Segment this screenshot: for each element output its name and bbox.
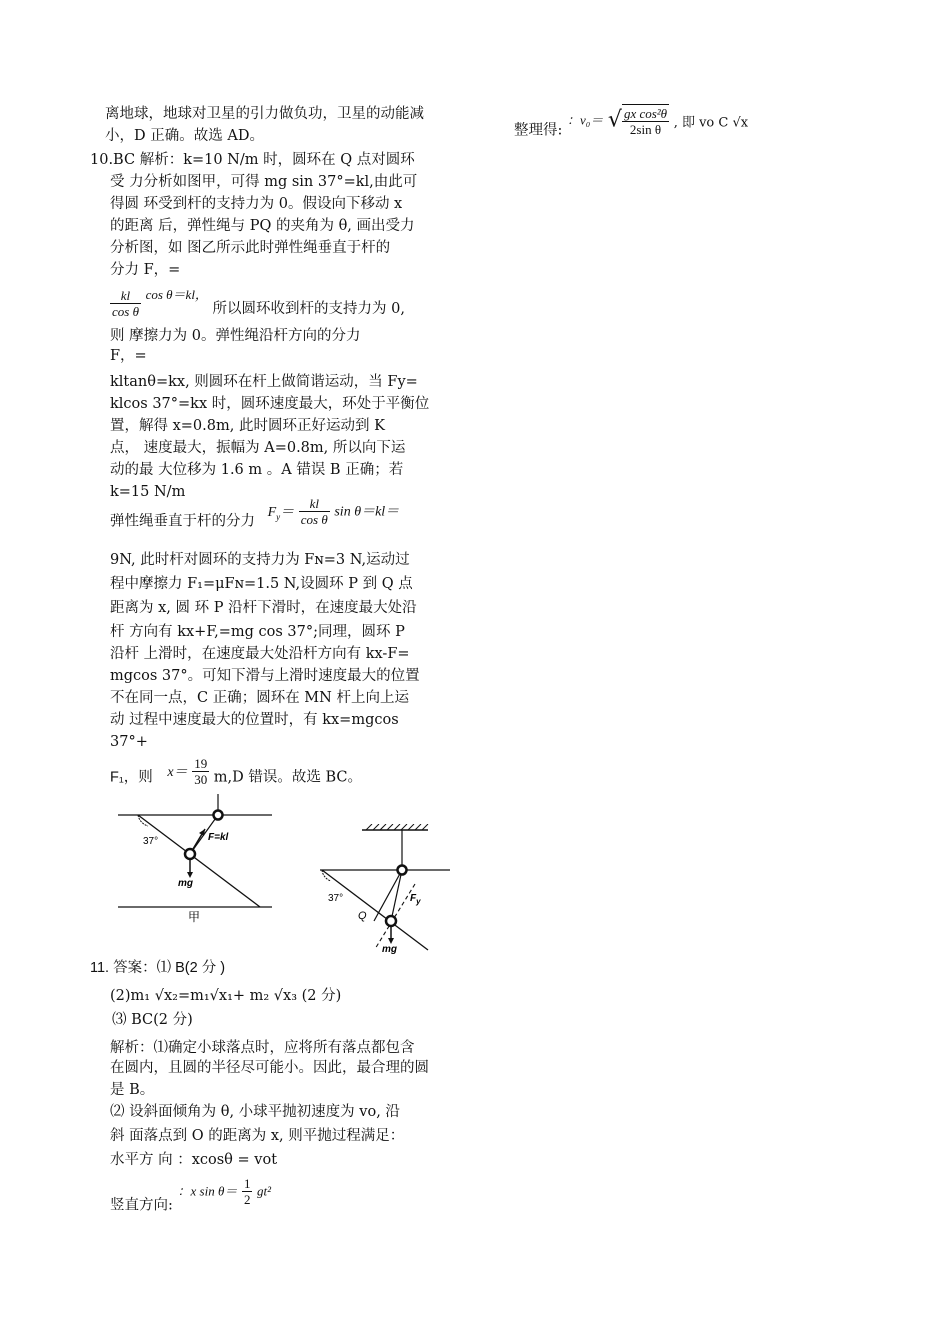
gravity-label: mg	[382, 944, 397, 955]
text-line: 不在同一点，C 正确；圆环在 MN 杆上向上运	[110, 690, 409, 706]
gravity-label: mg	[178, 878, 193, 889]
text-line: 小，D 正确。故选 AD。	[105, 128, 264, 144]
figure-caption: 甲	[188, 910, 201, 924]
text-line: 得圆 环受到杆的支持力为 0。假设向下移动 x	[110, 196, 403, 212]
angle-label: 37°	[328, 893, 344, 904]
text-line: 分析图，如 图乙所示此时弹性绳垂直于杆的	[110, 240, 391, 256]
text-line: F，=	[110, 348, 147, 364]
question-10-header: 10.BC 解析：k=10 N/m 时，圆环在 Q 点对圆环	[90, 152, 415, 168]
figure-jia	[110, 792, 285, 927]
text-line: 分力 F，=	[110, 262, 181, 278]
text-line: k=15 N/m	[110, 484, 186, 500]
pivot-node	[214, 811, 223, 820]
formula-fraction: $\frac{\text{gx cos²θ}}{\text{2sin θ}}$	[623, 106, 668, 137]
question-11-header: 11. 答案：⑴ B(2 分 )	[90, 960, 226, 976]
elastic-cord	[391, 870, 402, 921]
text-line: 杆 方向有 kx+F,=mg cos 37°;同理，圆环 P	[110, 624, 405, 640]
text-line: 动 过程中速度最大的位置时，有 kx=mgcos	[110, 712, 399, 728]
text-line: 是 B。	[110, 1082, 155, 1098]
ring-node	[386, 916, 396, 926]
text-line: 距离为 x, 圆 环 P 沿杆下滑时，在速度最大处沿	[110, 600, 417, 616]
text-line: 则 摩擦力为 0。弹性绳沿杆方向的分力	[110, 328, 361, 344]
ring-node	[185, 849, 195, 859]
formula-fraction: $\frac{kl}{\text{cos θ}}$	[300, 496, 328, 527]
text-line: 9N, 此时杆对圆环的支持力为 Fɴ=3 N,运动过	[110, 552, 410, 568]
text-line: 程中摩擦力 F₁=μFɴ=1.5 N,设圆环 P 到 Q 点	[110, 576, 413, 592]
text-line: 斜 面落点到 O 的距离为 x, 则平抛过程满足：	[110, 1128, 405, 1144]
text-line: 置，解得 x=0.8m, 此时圆环正好运动到 K	[110, 418, 385, 434]
figure-yi	[310, 824, 460, 959]
text-line: 沿杆 上滑时，在速度最大处沿杆方向有 kx-F=	[110, 646, 410, 662]
text-line: 受 力分析如图甲，可得 mg sin 37°=kl,由此可	[110, 174, 418, 190]
force-label: $F_y$	[410, 893, 421, 906]
text-line: kltanθ=kx, 则圆环在杆上做简谐运动，当 Fy=	[110, 374, 418, 390]
formula-line: 竖直方向: ：x sin θ＝ $\frac{1}{2}$ gt²	[110, 1176, 272, 1214]
formula-line: 整理得: ：v₀＝ √ $\frac{\text{gx cos²θ}}{\text{2sin θ}}$ , 即 vo C √x	[514, 106, 749, 139]
formula-fraction: $\frac{kl}{\text{cos θ}}$	[112, 287, 139, 319]
formula-fraction: $\frac{19}{30}$	[194, 756, 208, 787]
incline-rod	[322, 870, 428, 950]
original-cord	[374, 870, 402, 921]
text-line: klcos 37°=kx 时，圆环速度最大，环处于平衡位	[110, 396, 430, 412]
pivot-node	[398, 866, 407, 875]
text-line: 的距离 后，弹性绳与 PQ 的夹角为 θ, 画出受力	[110, 218, 415, 234]
formula-line: F₁，则 x＝ $\frac{19}{30}$ m,D 错误。故选 BC。	[110, 756, 363, 787]
formula-fraction: $\frac{1}{2}$	[243, 1176, 251, 1207]
text-line: ⑶ BC(2 分)	[112, 1012, 193, 1028]
text-line: 动的最 大位移为 1.6 m 。A 错误 B 正确；若	[110, 462, 404, 478]
text-line: 37°+	[110, 734, 148, 750]
force-label: F=kl	[208, 832, 229, 843]
text-line: 点， 速度最大，振幅为 A=0.8m, 所以向下运	[110, 440, 406, 456]
incline-rod	[138, 815, 260, 907]
text-line: 水平方 向 ：xcosθ = vot	[110, 1152, 278, 1168]
formula-line: 弹性绳垂直于杆的分力 $F_y=$ $\frac{kl}{\text{cos θ}}$ sin θ＝kl＝	[110, 496, 400, 530]
formula-line: $\frac{kl}{\text{cos θ}}$ cos θ＝kl， 所以圆环收到杆的支持力为 0,	[112, 287, 405, 319]
text-line: ⑵ 设斜面倾角为 θ, 小球平抛初速度为 vo, 沿	[110, 1104, 400, 1120]
text-line: 解析：⑴确定小球落点时，应将所有落点都包含	[110, 1040, 415, 1056]
text-line: mgcos 37°。可知下滑与上滑时速度最大的位置	[110, 668, 420, 684]
text-line: (2)m₁ √x₂=m₁√x₁+ m₂ √x₃ (2 分)	[110, 988, 342, 1004]
text-line: 在圆内，且圆的半径尽可能小。因此，最合理的圆	[110, 1060, 429, 1076]
point-label: Q	[358, 910, 367, 922]
angle-label: 37°	[143, 836, 159, 847]
text-line: 离地球，地球对卫星的引力做负功，卫星的动能减	[105, 106, 424, 122]
